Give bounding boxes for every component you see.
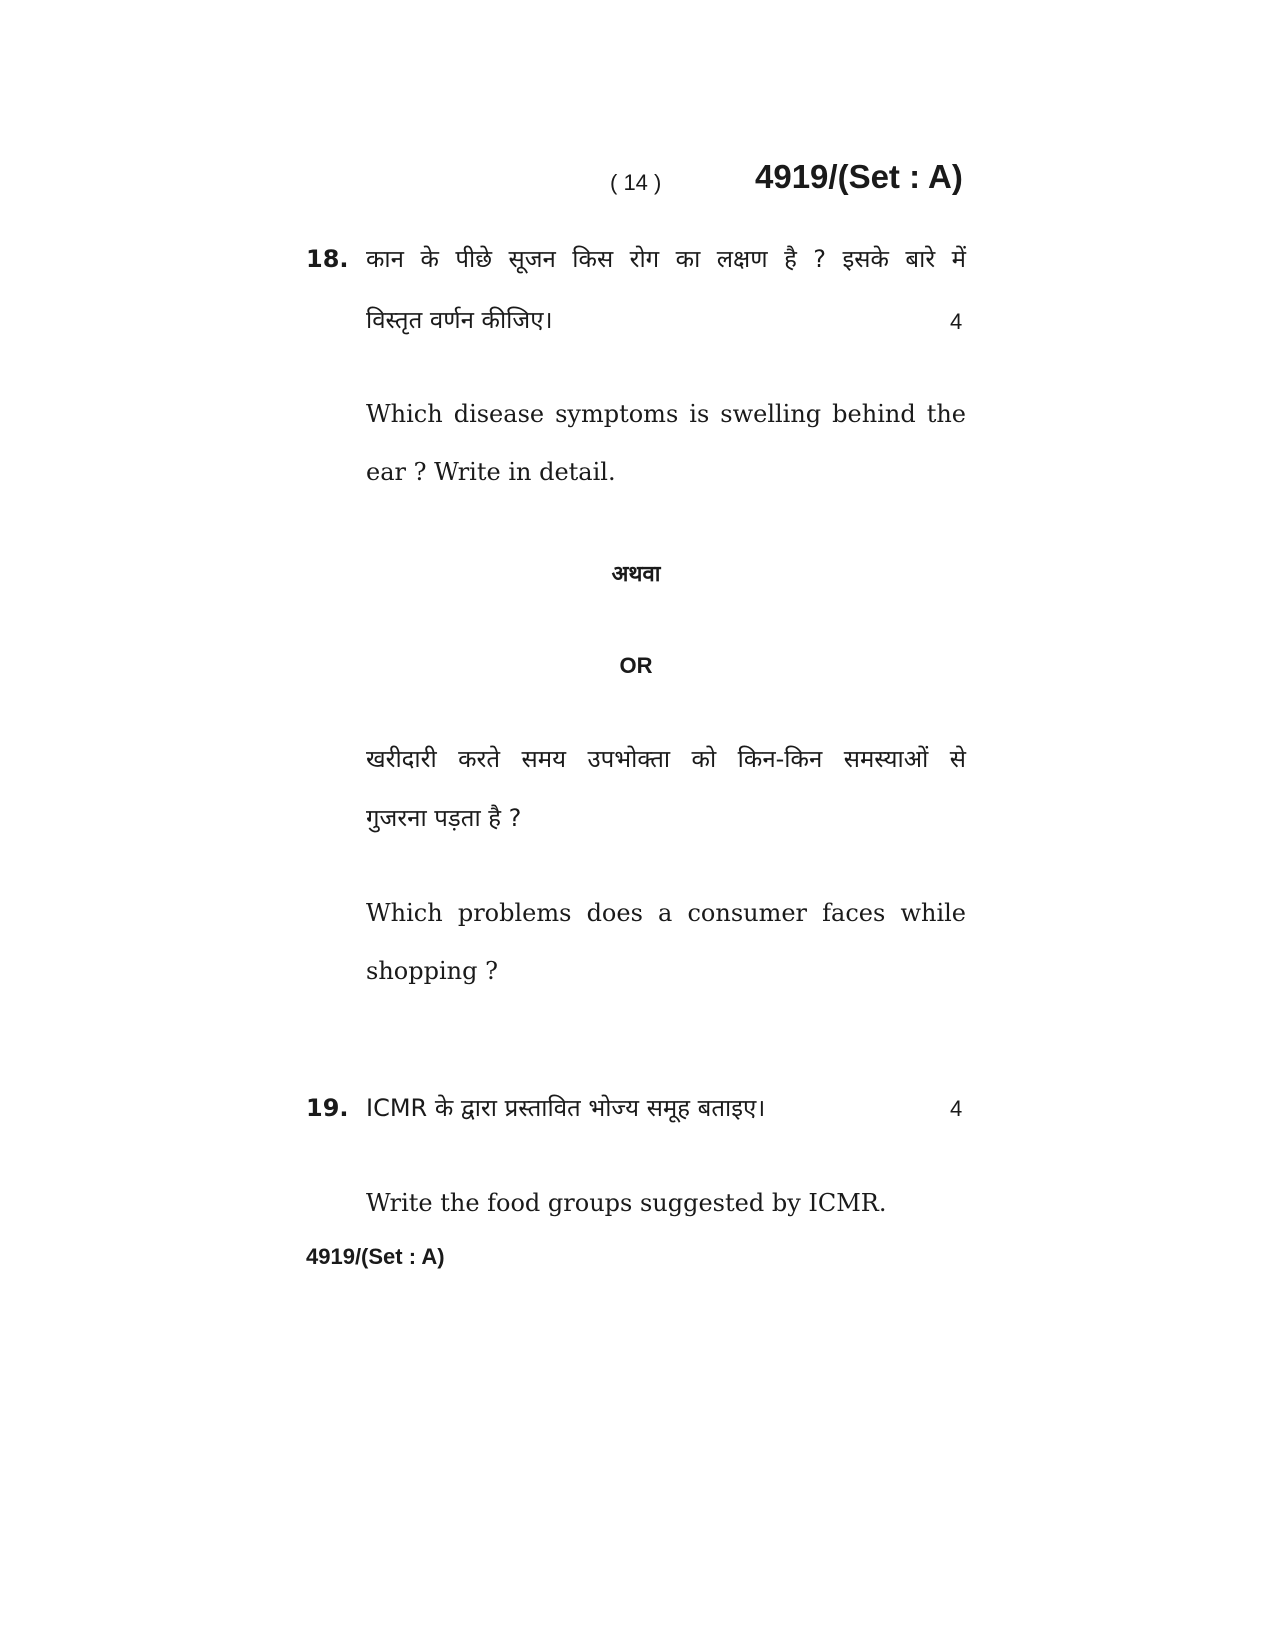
question-19-english-line1: Write the food groups suggested by ICMR. (366, 1189, 887, 1217)
question-19-marks: 4 (950, 1096, 963, 1121)
question-18-english-line1: Which disease symptoms is swelling behind the (366, 400, 966, 428)
or-english-label: OR (619, 653, 653, 678)
question-19-hindi-line1: ICMR के द्वारा प्रस्तावित भोज्य समूह बताइए। (366, 1094, 766, 1122)
page-number: ( 14 ) (610, 170, 662, 195)
question-18-english-line2: ear ? Write in detail. (366, 458, 616, 486)
paper-code-footer: 4919/(Set : A) (306, 1244, 445, 1269)
alternative-english-line2: shopping ? (366, 957, 498, 985)
paper-code-header: 4919/(Set : A) (755, 158, 963, 195)
question-18-number: 18. (306, 245, 349, 273)
question-18-hindi-line2: विस्तृत वर्णन कीजिए। (366, 306, 553, 334)
alternative-hindi-line1: खरीदारी करते समय उपभोक्ता को किन-किन समस्याओं से (366, 745, 966, 773)
question-18-marks: 4 (950, 309, 963, 334)
alternative-english-line1: Which problems does a consumer faces while (366, 899, 966, 927)
question-18-hindi-line1: कान के पीछे सूजन किस रोग का लक्षण है ? इसके बारे में (366, 245, 966, 273)
question-19-number: 19. (306, 1094, 349, 1122)
alternative-hindi-line2: गुजरना पड़ता है ? (366, 804, 522, 832)
or-hindi-label: अथवा (611, 562, 661, 587)
